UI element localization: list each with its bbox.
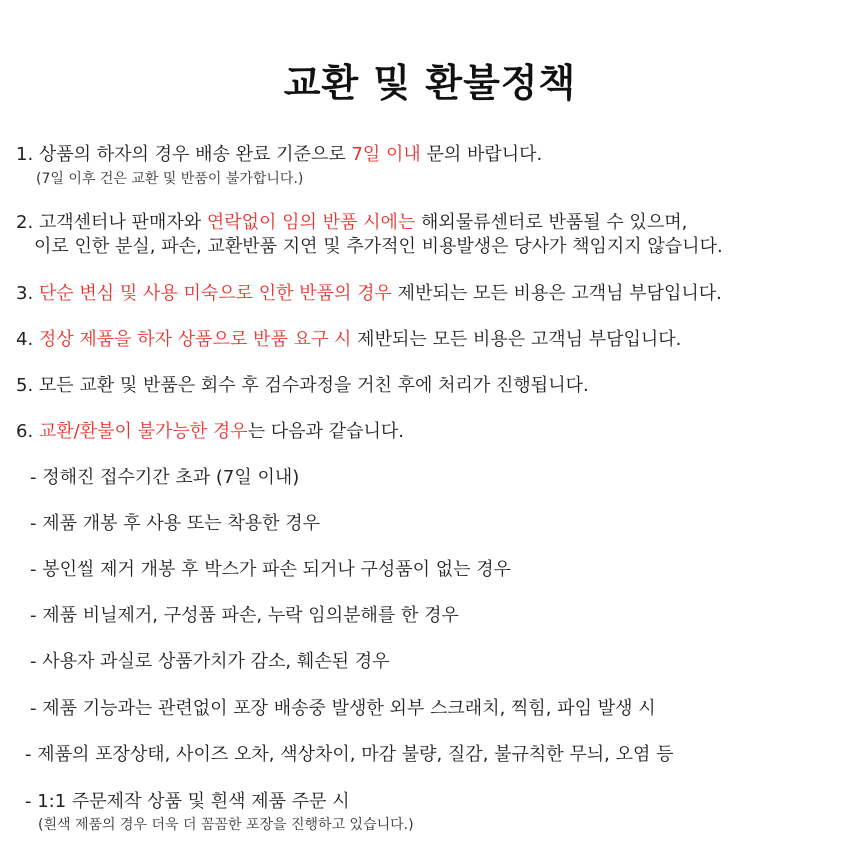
item-text: 제반되는 모든 비용은 고객님 부담입니다. (351, 329, 682, 350)
case-item: - 제품의 포장상태, 사이즈 오차, 색상차이, 마감 불량, 질감, 불규칙한 무늬, 오염 등 (25, 744, 674, 765)
case-item: - 봉인씰 제거 개봉 후 박스가 파손 되거나 구성품이 없는 경우 (30, 559, 512, 580)
case-item: - 1:1 주문제작 상품 및 흰색 제품 주문 시 (25, 791, 350, 812)
item-text: 해외물류센터로 반품될 수 있으며, (415, 212, 688, 233)
policy-item-4 (16, 328, 681, 352)
item-text: 문의 바랍니다. (420, 144, 543, 165)
policy-item-2 (16, 211, 687, 235)
item-highlight: 연락없이 임의 반품 시에는 (206, 212, 416, 233)
item-text: 제반되는 모든 비용은 고객님 부담입니다. (391, 283, 722, 304)
item-highlight: 7일 이내 (351, 144, 421, 165)
policy-item-5: 5. 모든 교환 및 반품은 회수 후 검수과정을 거친 후에 처리가 진행됩니다. (16, 375, 589, 396)
case-item: - 정해진 접수기간 초과 (7일 이내) (30, 467, 300, 488)
item-text: 4. (16, 329, 39, 350)
item-text: 6. (16, 421, 39, 442)
page-title: 교환 및 환불정책 (283, 61, 577, 105)
item-text: 는 다음과 같습니다. (247, 421, 404, 442)
case-item-note: (흰색 제품의 경우 더욱 더 꼼꼼한 포장을 진행하고 있습니다.) (38, 817, 414, 833)
item-highlight: 정상 제품을 하자 상품으로 반품 요구 시 (38, 329, 352, 350)
case-item: - 제품 비닐제거, 구성품 파손, 누락 임의분해를 한 경우 (30, 605, 459, 626)
item-highlight: 교환/환불이 불가능한 경우 (38, 421, 248, 442)
item-highlight: 단순 변심 및 사용 미숙으로 인한 반품의 경우 (38, 283, 392, 304)
case-item: - 제품 기능과는 관련없이 포장 배송중 발생한 외부 스크래치, 찍힘, 파임 발생 시 (30, 698, 656, 719)
item-text: 1. 상품의 하자의 경우 배송 완료 기준으로 (16, 144, 352, 165)
item-text: 3. (16, 283, 39, 304)
case-item: - 사용자 과실로 상품가치가 감소, 훼손된 경우 (30, 651, 390, 672)
policy-item-2-continuation: 이로 인한 분실, 파손, 교환반품 지연 및 추가적인 비용발생은 당사가 책임지지 않습니다. (34, 236, 723, 257)
case-item: - 제품 개봉 후 사용 또는 착용한 경우 (30, 513, 320, 534)
policy-item-6 (16, 420, 404, 444)
policy-item-1-note: (7일 이후 건은 교환 및 반품이 불가합니다.) (36, 171, 304, 187)
policy-item-3 (16, 282, 722, 306)
item-text: 2. 고객센터나 판매자와 (16, 212, 207, 233)
policy-item-1 (16, 143, 542, 167)
